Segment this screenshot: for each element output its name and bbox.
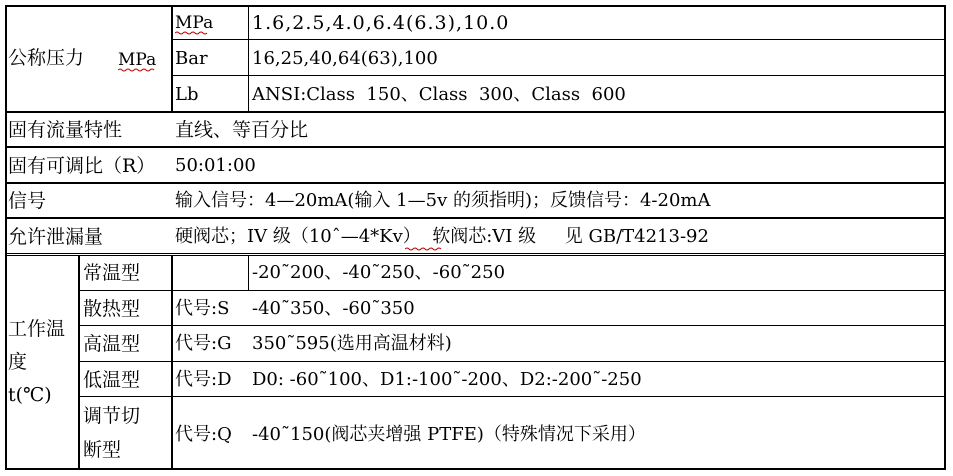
row-divider (5, 147, 946, 148)
col-divider (79, 255, 80, 470)
col-divider (172, 5, 173, 112)
temp-type-heat-dissipation: 散热型 (83, 298, 141, 320)
row-divider (5, 183, 946, 184)
pressure-unit-lb: Lb (175, 84, 199, 105)
leakage-value: 硬阀芯；IV 级（10ˆ—4*Kv） 软阀芯:VI 级 见 GB/T4213-92 (175, 226, 709, 247)
leakage-label: 允许泄漏量 (8, 226, 104, 248)
signal-value: 输入信号：4—20mA(输入 1—5v 的须指明)；反馈信号：4-20mA (175, 190, 711, 211)
temp-code-d: 代号:D (175, 369, 232, 390)
spec-table (5, 5, 946, 470)
temp-type-low: 低温型 (83, 369, 141, 391)
row-divider (78, 396, 946, 397)
temperature-label-2: 度 (8, 351, 28, 373)
rangeability-value: 50:01:00 (175, 155, 256, 176)
pressure-unit-bar: Bar (175, 48, 208, 69)
temp-value-low: D0: -60˜100、D1:-100˜-200、D2:-200˜-250 (252, 369, 642, 390)
temp-value-normal: -20˜200、-40˜250、-60˜250 (252, 262, 506, 283)
table-border-bottom (5, 468, 946, 470)
pressure-value-mpa: 1.6,2.5,4.0,6.4(6.3),10.0 (252, 12, 510, 34)
temp-code-s: 代号:S (175, 298, 230, 319)
temp-code-q: 代号:Q (175, 424, 232, 445)
spellcheck-underline (175, 31, 211, 35)
rangeability-label: 固有可调比（R） (8, 155, 156, 177)
row-divider (172, 75, 946, 76)
temp-type-cutoff-1: 调节切 (83, 405, 141, 427)
pressure-label: 公称压力 (8, 47, 85, 69)
temperature-label-1: 工作温 (8, 318, 66, 340)
row-divider (78, 325, 946, 326)
row-divider (5, 255, 946, 256)
temp-value-high: 350˜595(选用高温材料) (252, 333, 452, 354)
table-border-left (5, 5, 7, 470)
pressure-value-bar: 16,25,40,64(63),100 (252, 48, 438, 69)
temp-value-heat-dissipation: -40˜350、-60˜350 (252, 298, 415, 319)
row-divider (5, 253, 946, 254)
table-border-top (5, 5, 946, 7)
col-divider (248, 5, 249, 112)
row-divider (172, 39, 946, 40)
signal-label: 信号 (8, 190, 47, 212)
flow-characteristic-value: 直线、等百分比 (175, 119, 309, 141)
row-divider (78, 361, 946, 362)
col-divider (172, 255, 173, 470)
temp-type-cutoff-2: 断型 (83, 439, 122, 461)
temp-type-high: 高温型 (83, 333, 141, 355)
pressure-unit-mpa: MPa (175, 13, 214, 33)
spellcheck-underline (405, 247, 443, 251)
row-divider (78, 290, 946, 291)
pressure-unit: MPa (118, 50, 157, 70)
temperature-label-3: t(℃) (8, 384, 52, 406)
pressure-value-lb: ANSI:Class 150、Class 300、Class 600 (252, 84, 626, 105)
row-divider (5, 218, 946, 219)
temp-code-g: 代号:G (175, 333, 232, 354)
spellcheck-underline (118, 68, 156, 72)
flow-characteristic-label: 固有流量特性 (8, 119, 123, 141)
row-divider (5, 112, 946, 113)
col-divider (248, 255, 249, 291)
temp-value-cutoff: -40˜150(阀芯夹增强 PTFE)（特殊情况下采用） (252, 424, 646, 445)
temp-type-normal: 常温型 (83, 262, 141, 284)
